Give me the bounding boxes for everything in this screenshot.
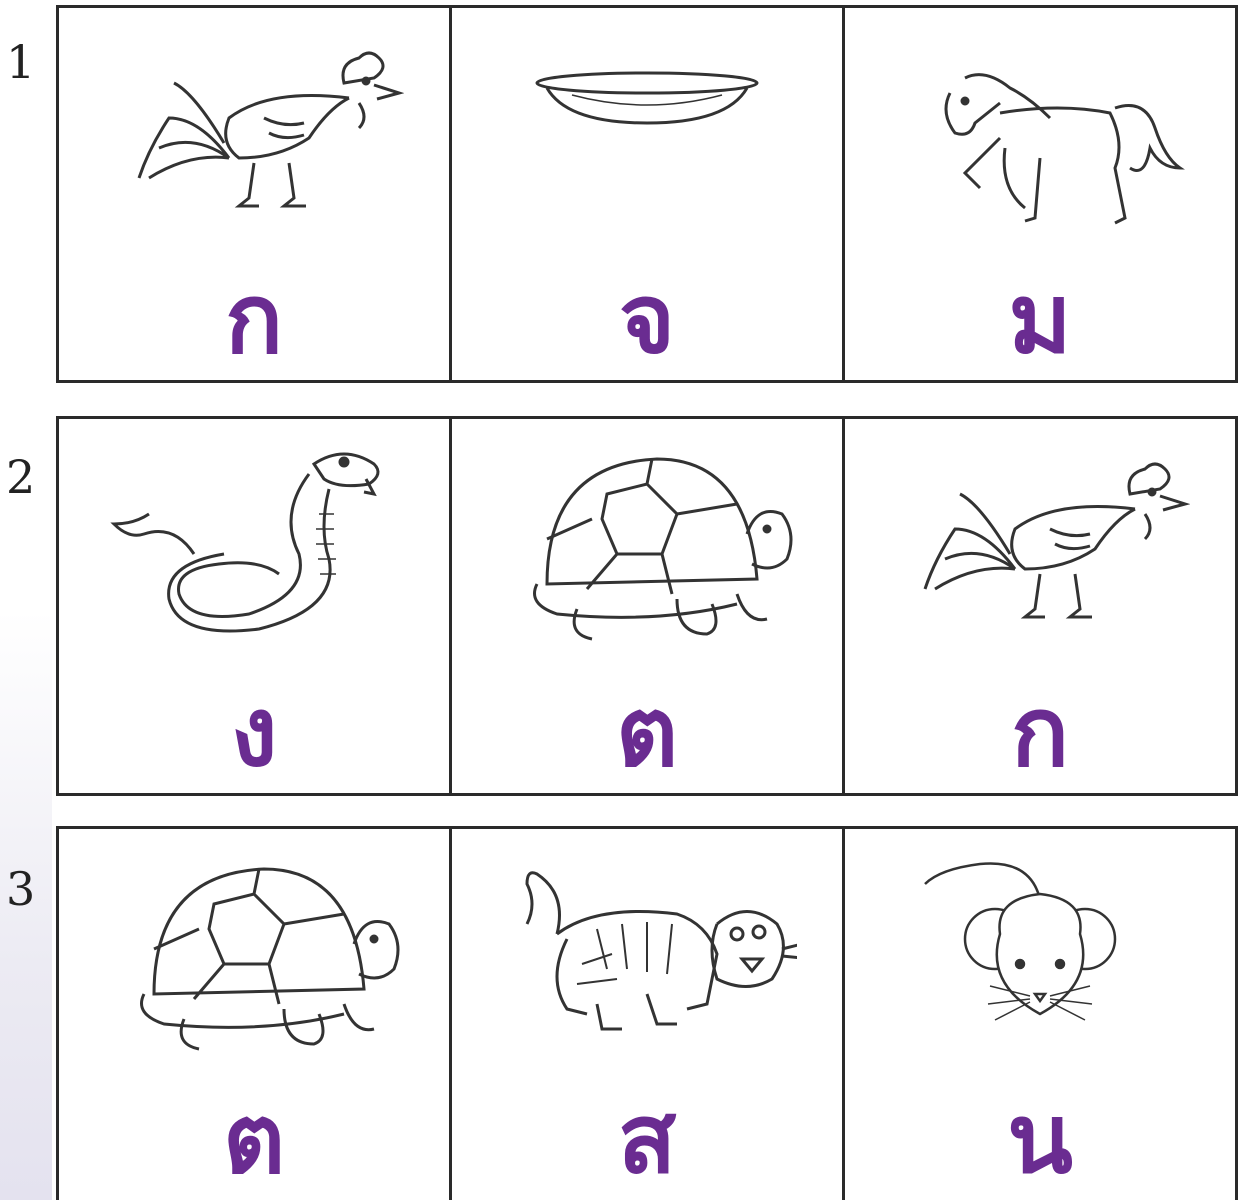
thai-letter: ง (230, 676, 278, 788)
plate-icon (452, 18, 842, 248)
horse-icon (845, 18, 1235, 248)
picture-row (56, 5, 1238, 383)
row-number: 1 (6, 35, 36, 89)
thai-letter: ก (224, 263, 284, 375)
picture-card (845, 829, 1235, 1200)
row-number: 2 (6, 450, 36, 504)
tiger-icon (452, 839, 842, 1069)
picture-card (845, 419, 1235, 793)
turtle-icon (59, 839, 449, 1069)
row-number: 3 (6, 862, 36, 916)
picture-card (59, 419, 452, 793)
mouse-icon (845, 839, 1235, 1069)
thai-letter: ต (615, 676, 679, 788)
thai-letter: ส (617, 1083, 677, 1195)
picture-card (845, 8, 1235, 380)
snake-icon (59, 429, 449, 659)
picture-row (56, 826, 1238, 1200)
picture-card (452, 829, 845, 1200)
rooster-icon (845, 429, 1235, 659)
thai-letter: จ (618, 263, 676, 375)
thai-letter: ก (1010, 676, 1070, 788)
picture-row (56, 416, 1238, 796)
picture-card (59, 8, 452, 380)
thai-letter: ต (222, 1083, 286, 1195)
picture-card (452, 419, 845, 793)
rooster-icon (59, 18, 449, 248)
thai-letter: ม (1008, 263, 1072, 375)
turtle-icon (452, 429, 842, 659)
picture-card (452, 8, 845, 380)
picture-card (59, 829, 452, 1200)
thai-letter: น (1007, 1083, 1073, 1195)
